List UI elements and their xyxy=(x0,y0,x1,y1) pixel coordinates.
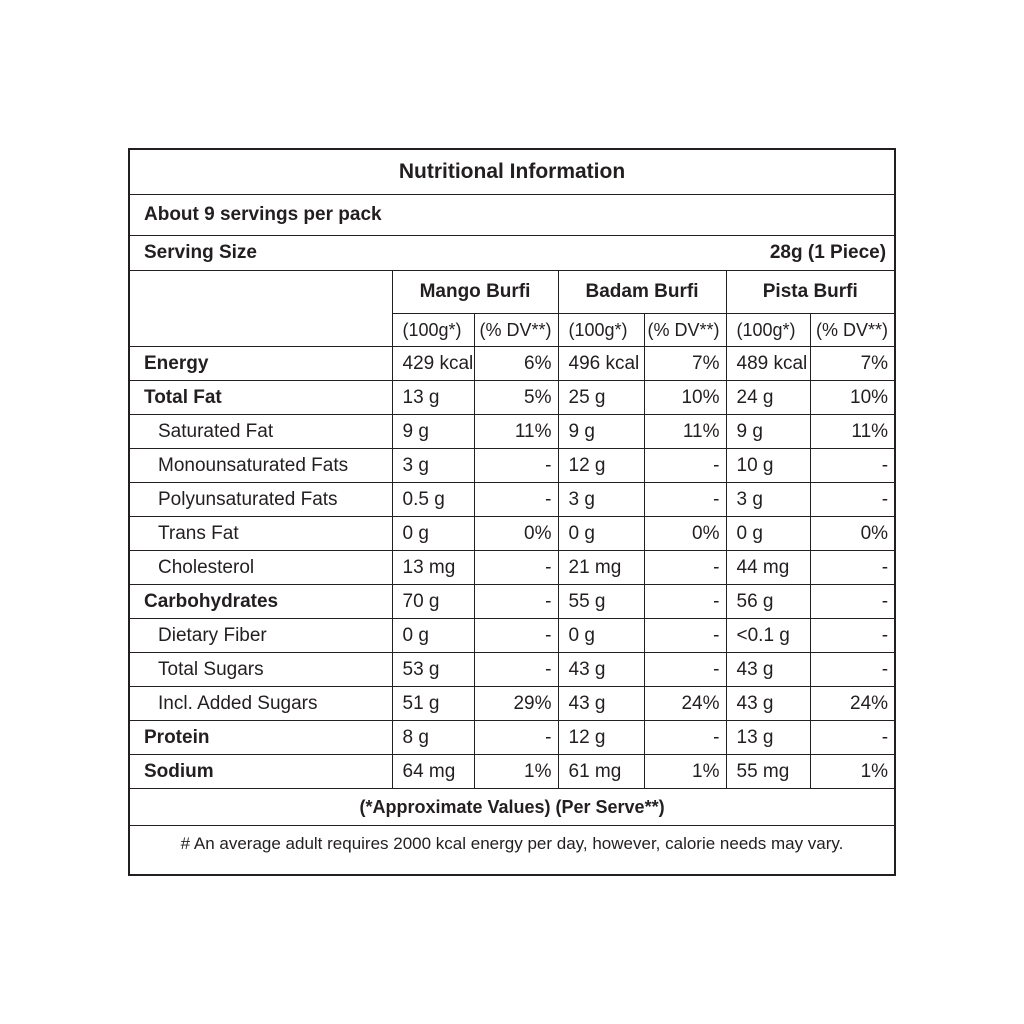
badam-value: 0 g xyxy=(558,619,644,653)
nutrition-facts-panel xyxy=(128,148,896,876)
energy-footnote: # An average adult requires 2000 kcal energy per day, however, calorie needs may vary. xyxy=(130,826,894,863)
pista-value: 0 g xyxy=(726,517,810,551)
nutrient-label: Protein xyxy=(130,721,392,755)
pista-value: 55 mg xyxy=(726,755,810,789)
badam-dv: 7% xyxy=(644,347,726,381)
badam-unit-g: (100g*) xyxy=(558,314,644,347)
row-total-sugars xyxy=(130,653,894,687)
badam-value: 43 g xyxy=(558,687,644,721)
mango-value: 0.5 g xyxy=(392,483,474,517)
pista-unit-dv: (% DV**) xyxy=(810,314,894,347)
nutrient-label: Energy xyxy=(130,347,392,381)
pista-dv: - xyxy=(810,619,894,653)
serving-size-label: Serving Size xyxy=(144,242,257,263)
serving-size-row xyxy=(130,236,894,271)
badam-value: 0 g xyxy=(558,517,644,551)
mango-value: 9 g xyxy=(392,415,474,449)
row-monounsaturated-fats xyxy=(130,449,894,483)
pista-dv: - xyxy=(810,449,894,483)
badam-value: 9 g xyxy=(558,415,644,449)
badam-unit-dv: (% DV**) xyxy=(644,314,726,347)
nutrient-label: Total Fat xyxy=(130,381,392,415)
badam-dv: - xyxy=(644,551,726,585)
mango-unit-dv: (% DV**) xyxy=(474,314,558,347)
mango-dv: 1% xyxy=(474,755,558,789)
product-pista-burfi: Pista Burfi xyxy=(726,271,894,314)
badam-value: 12 g xyxy=(558,449,644,483)
pista-value: 9 g xyxy=(726,415,810,449)
mango-dv: 6% xyxy=(474,347,558,381)
badam-dv: - xyxy=(644,619,726,653)
mango-value: 3 g xyxy=(392,449,474,483)
mango-dv: 29% xyxy=(474,687,558,721)
pista-value: 43 g xyxy=(726,687,810,721)
row-protein xyxy=(130,721,894,755)
nutrient-label: Incl. Added Sugars xyxy=(130,687,392,721)
pista-dv: 7% xyxy=(810,347,894,381)
nutrient-label: Dietary Fiber xyxy=(130,619,392,653)
mango-unit-g: (100g*) xyxy=(392,314,474,347)
badam-dv: 0% xyxy=(644,517,726,551)
badam-dv: - xyxy=(644,449,726,483)
mango-dv: - xyxy=(474,483,558,517)
pista-dv: 24% xyxy=(810,687,894,721)
approx-note-row xyxy=(130,789,894,826)
badam-value: 61 mg xyxy=(558,755,644,789)
badam-value: 3 g xyxy=(558,483,644,517)
title-row xyxy=(130,150,894,195)
mango-value: 8 g xyxy=(392,721,474,755)
mango-dv: - xyxy=(474,619,558,653)
nutrient-label: Sodium xyxy=(130,755,392,789)
pista-value: 13 g xyxy=(726,721,810,755)
mango-dv: - xyxy=(474,585,558,619)
mango-value: 429 kcal xyxy=(392,347,474,381)
pista-dv: 0% xyxy=(810,517,894,551)
header-blank-cell xyxy=(130,271,392,347)
mango-value: 70 g xyxy=(392,585,474,619)
nutrient-label: Carbohydrates xyxy=(130,585,392,619)
mango-value: 13 g xyxy=(392,381,474,415)
badam-dv: 1% xyxy=(644,755,726,789)
pista-dv: - xyxy=(810,585,894,619)
badam-dv: - xyxy=(644,721,726,755)
badam-value: 12 g xyxy=(558,721,644,755)
pista-value: 10 g xyxy=(726,449,810,483)
row-polyunsaturated-fats xyxy=(130,483,894,517)
pista-dv: - xyxy=(810,483,894,517)
pista-dv: 11% xyxy=(810,415,894,449)
row-trans-fat xyxy=(130,517,894,551)
nutrient-label: Total Sugars xyxy=(130,653,392,687)
servings-per-pack: About 9 servings per pack xyxy=(130,195,894,236)
pista-value: 489 kcal xyxy=(726,347,810,381)
mango-dv: 11% xyxy=(474,415,558,449)
badam-dv: - xyxy=(644,483,726,517)
pista-dv: - xyxy=(810,721,894,755)
pista-dv: 1% xyxy=(810,755,894,789)
mango-dv: - xyxy=(474,449,558,483)
pista-value: <0.1 g xyxy=(726,619,810,653)
pista-value: 24 g xyxy=(726,381,810,415)
badam-value: 496 kcal xyxy=(558,347,644,381)
product-mango-burfi: Mango Burfi xyxy=(392,271,558,314)
mango-value: 0 g xyxy=(392,619,474,653)
pista-value: 3 g xyxy=(726,483,810,517)
mango-dv: - xyxy=(474,721,558,755)
badam-dv: - xyxy=(644,585,726,619)
nutrition-table xyxy=(130,150,894,862)
badam-dv: - xyxy=(644,653,726,687)
row-total-fat xyxy=(130,381,894,415)
badam-dv: 11% xyxy=(644,415,726,449)
mango-dv: - xyxy=(474,551,558,585)
footnote-row xyxy=(130,826,894,863)
row-incl-added-sugars xyxy=(130,687,894,721)
nutrient-label: Monounsaturated Fats xyxy=(130,449,392,483)
badam-value: 25 g xyxy=(558,381,644,415)
mango-value: 13 mg xyxy=(392,551,474,585)
nutrient-label: Cholesterol xyxy=(130,551,392,585)
pista-dv: 10% xyxy=(810,381,894,415)
pista-dv: - xyxy=(810,653,894,687)
mango-dv: 5% xyxy=(474,381,558,415)
mango-value: 51 g xyxy=(392,687,474,721)
badam-value: 43 g xyxy=(558,653,644,687)
pista-value: 56 g xyxy=(726,585,810,619)
servings-row xyxy=(130,195,894,236)
table-title: Nutritional Information xyxy=(130,150,894,195)
row-carbohydrates xyxy=(130,585,894,619)
badam-dv: 10% xyxy=(644,381,726,415)
badam-value: 21 mg xyxy=(558,551,644,585)
row-sodium xyxy=(130,755,894,789)
row-saturated-fat xyxy=(130,415,894,449)
approx-values-note: (*Approximate Values) (Per Serve**) xyxy=(130,789,894,826)
pista-dv: - xyxy=(810,551,894,585)
pista-unit-g: (100g*) xyxy=(726,314,810,347)
mango-dv: - xyxy=(474,653,558,687)
nutrient-label: Trans Fat xyxy=(130,517,392,551)
mango-value: 53 g xyxy=(392,653,474,687)
row-dietary-fiber xyxy=(130,619,894,653)
product-header-row xyxy=(130,271,894,314)
badam-value: 55 g xyxy=(558,585,644,619)
row-energy xyxy=(130,347,894,381)
nutrient-label: Saturated Fat xyxy=(130,415,392,449)
mango-value: 0 g xyxy=(392,517,474,551)
mango-dv: 0% xyxy=(474,517,558,551)
mango-value: 64 mg xyxy=(392,755,474,789)
badam-dv: 24% xyxy=(644,687,726,721)
product-badam-burfi: Badam Burfi xyxy=(558,271,726,314)
row-cholesterol xyxy=(130,551,894,585)
nutrient-label: Polyunsaturated Fats xyxy=(130,483,392,517)
pista-value: 43 g xyxy=(726,653,810,687)
serving-size-value: 28g (1 Piece) xyxy=(769,242,887,263)
pista-value: 44 mg xyxy=(726,551,810,585)
